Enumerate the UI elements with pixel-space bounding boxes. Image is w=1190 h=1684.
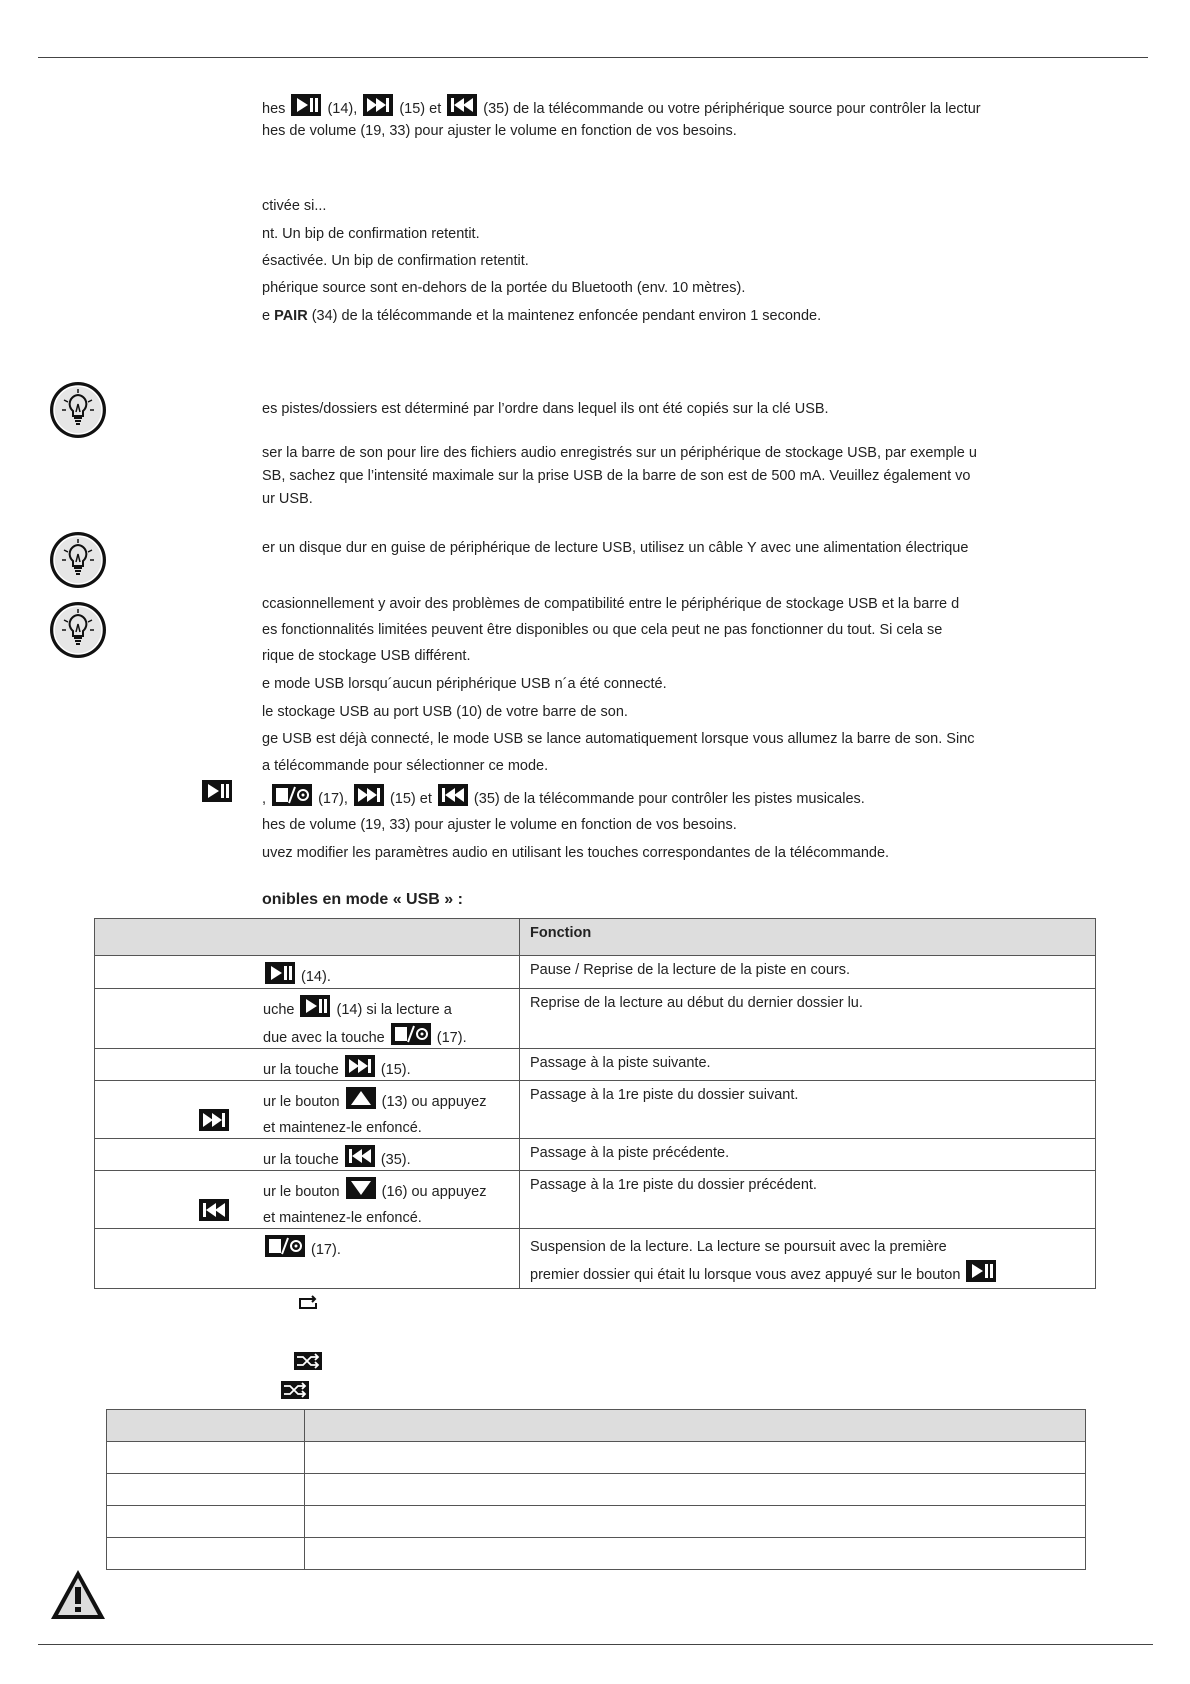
table-row — [107, 1474, 1086, 1506]
table-row: (14). Pause / Reprise de la lecture de la piste en cours. — [95, 956, 1096, 989]
footer-rule — [38, 1644, 1153, 1645]
text-line-14: es fonctionnalités limitées peuvent être disponibles ou que cela peut ne pas fonctionner du tout. Si cela se — [262, 622, 943, 638]
text-line-18: ge USB est déjà connecté, le mode USB se lance automatiquement lorsque vous allumez la barre de son. Sinc — [262, 731, 975, 747]
text-line-13: ccasionnellement y avoir des problèmes de compatibilité entre le périphérique de stockage USB et la barre d — [262, 596, 960, 612]
table-row: ur la touche (35). Passage à la piste précédente. — [95, 1139, 1096, 1171]
play-pause-icon — [966, 1260, 996, 1282]
text-line-22: uvez modifier les paramètres audio en utilisant les touches correspondantes de la télécommande. — [262, 845, 890, 861]
table-row — [107, 1442, 1086, 1474]
text-line-15: rique de stockage USB différent. — [262, 648, 471, 664]
prev-track-icon — [447, 94, 477, 116]
text-line-2: hes de volume (19, 33) pour ajuster le volume en fonction de vos besoins. — [262, 123, 737, 139]
play-pause-icon — [300, 995, 330, 1017]
down-arrow-icon — [346, 1177, 376, 1199]
function-header: Fonction — [520, 919, 1096, 956]
table-header-row — [107, 1410, 1086, 1442]
next-track-icon — [363, 94, 393, 116]
text-line-9: ser la barre de son pour lire des fichiers audio enregistrés sur un périphérique de stockage USB, par exemple u — [262, 445, 977, 461]
stop-settings-icon — [272, 784, 312, 806]
text-line-6: phérique source sont en-dehors de la portée du Bluetooth (env. 10 mètres). — [262, 280, 746, 296]
text-line-1: hes (14), (15) et (35) de la télécommande ou votre périphérique source pour contrôler la lectur — [262, 94, 1032, 118]
stop-settings-icon — [265, 1235, 305, 1257]
table-row: uche (14) si la lecture a due avec la touche (17). Reprise de la lecture au début du dernier dossier lu. — [95, 989, 1096, 1049]
table-row: ur le bouton (13) ou appuyez et maintenez-le enfoncé. Passage à la 1re piste du dossier suivant. — [95, 1081, 1096, 1139]
text-line-3: ctivée si... — [262, 198, 327, 214]
text-line-10: SB, sachez que l’intensité maximale sur la prise USB de la barre de son est de 500 mA. Veuillez également vo — [262, 468, 971, 484]
lightbulb-icon — [48, 530, 108, 590]
shuffle-icon — [294, 1352, 322, 1370]
text-line-4: nt. Un bip de confirmation retentit. — [262, 226, 480, 242]
table-row — [107, 1506, 1086, 1538]
text-line-21: hes de volume (19, 33) pour ajuster le volume en fonction de vos besoins. — [262, 817, 737, 833]
table-row: (17). Suspension de la lecture. La lecture se poursuit avec la première premier dossier qui était lu lorsque vous avez appuyé sur le bouton — [95, 1229, 1096, 1289]
play-pause-icon — [291, 94, 321, 116]
text-line-8: es pistes/dossiers est déterminé par l’ordre dans lequel ils ont été copiés sur la clé USB. — [262, 401, 829, 417]
lightbulb-icon — [48, 380, 108, 440]
prev-track-icon — [438, 784, 468, 806]
pair-label: PAIR — [274, 308, 308, 324]
prev-track-icon — [345, 1145, 375, 1167]
next-track-icon — [345, 1055, 375, 1077]
up-arrow-icon — [346, 1087, 376, 1109]
table-title: onibles en mode « USB » : — [262, 891, 463, 908]
table-header-row — [95, 919, 1096, 956]
play-pause-icon — [202, 780, 232, 802]
stop-settings-icon — [391, 1023, 431, 1045]
text-line-17: le stockage USB au port USB (10) de votre barre de son. — [262, 704, 628, 720]
header-rule — [38, 57, 1148, 58]
text-line-16: e mode USB lorsqu´aucun périphérique USB n´a été connecté. — [262, 676, 667, 692]
next-track-icon — [354, 784, 384, 806]
warning-icon — [48, 1567, 108, 1623]
usb-functions-table — [94, 918, 1096, 1289]
next-track-icon — [199, 1109, 229, 1131]
lightbulb-icon — [48, 600, 108, 660]
text-line-20: , (17), (15) et (35) de la télécommande pour contrôler les pistes musicales. — [262, 784, 1032, 808]
text-line-7: e PAIR (34) de la télécommande et la maintenez enfoncée pendant environ 1 seconde. — [262, 308, 822, 324]
shuffle-icon — [281, 1381, 309, 1399]
table-row: ur le bouton (16) ou appuyez et maintenez-le enfoncé. Passage à la 1re piste du dossier précédent. — [95, 1171, 1096, 1229]
text-line-19: a télécommande pour sélectionner ce mode. — [262, 758, 549, 774]
play-pause-icon — [265, 962, 295, 984]
prev-track-icon — [199, 1199, 229, 1221]
mode-table — [106, 1409, 1086, 1570]
table-row — [107, 1538, 1086, 1570]
table-row: ur la touche (15). Passage à la piste suivante. — [95, 1049, 1096, 1081]
repeat-icon — [295, 1293, 321, 1311]
text-line-12: er un disque dur en guise de périphérique de lecture USB, utilisez un câble Y avec une alimentation électrique — [262, 540, 969, 556]
text-line-11: ur USB. — [262, 491, 313, 507]
text-line-5: ésactivée. Un bip de confirmation retentit. — [262, 253, 529, 269]
